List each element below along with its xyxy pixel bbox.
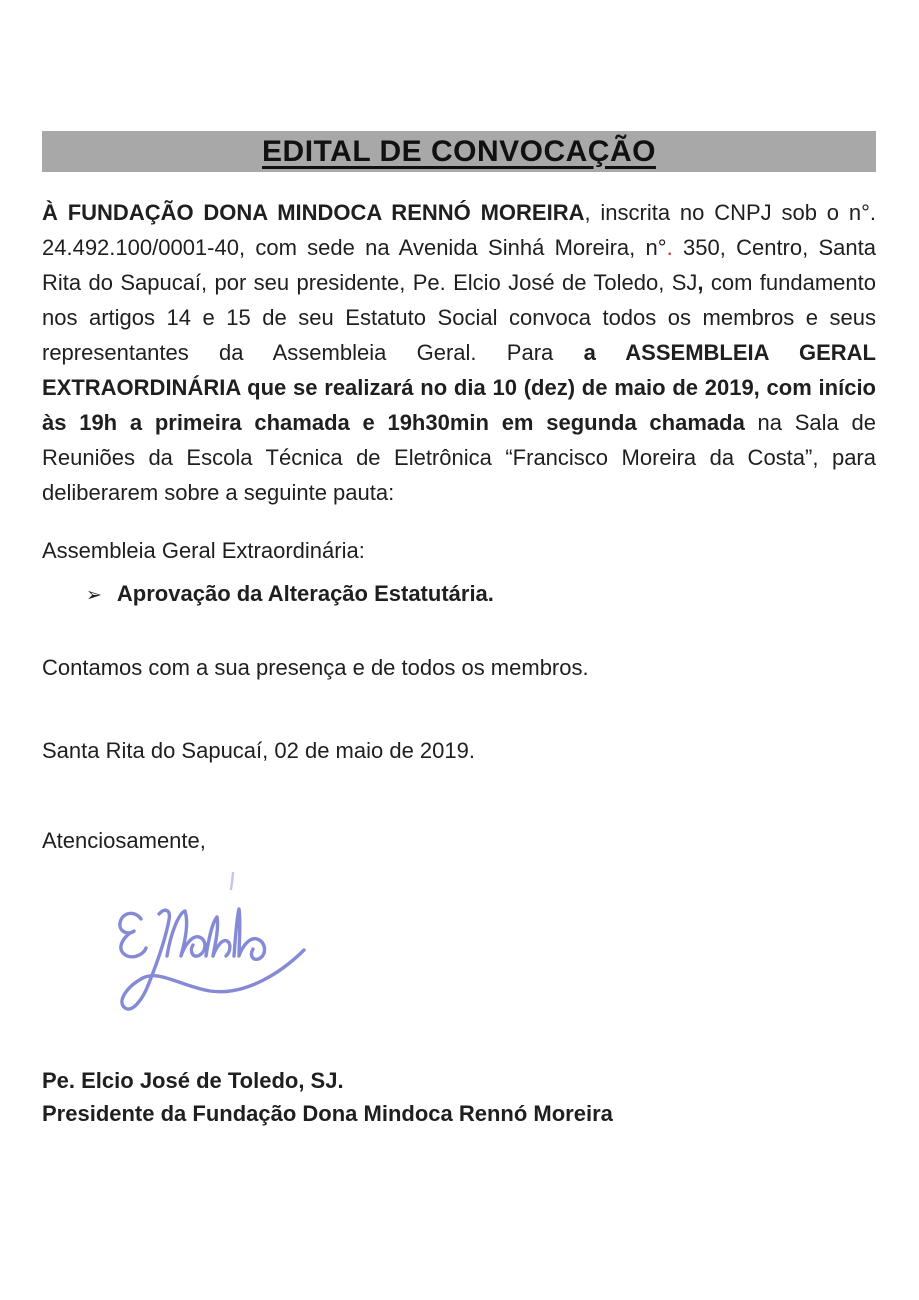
- paragraph-run: .: [666, 235, 673, 260]
- closing-line: Contamos com a sua presença e de todos os membros.: [42, 655, 589, 680]
- paragraph-run: , inscrita no CNPJ sob o n°. 24.492.100/0001-40, com sede na Avenida Sinhá Moreira, n°: [42, 200, 876, 260]
- paragraph-run: ,: [697, 270, 704, 295]
- handwritten-signature: [105, 863, 325, 1018]
- signatory-name: Pe. Elcio José de Toledo, SJ.: [42, 1068, 344, 1093]
- signature-ink-strokes: [105, 863, 325, 1018]
- paragraph-run: 350, Centro, Santa Rita do Sapucaí, por seu presidente, Pe. Elcio José de Toledo, SJ: [42, 235, 876, 295]
- salutation: Atenciosamente,: [42, 828, 206, 853]
- arrow-bullet-icon: ➢: [86, 585, 102, 606]
- title-bar: [42, 131, 876, 172]
- intro-paragraph: [42, 195, 876, 510]
- paragraph-run: À FUNDAÇÃO DONA MINDOCA RENNÓ MOREIRA: [42, 200, 585, 225]
- agenda-bullet-item: [42, 577, 876, 612]
- signatory-title: Presidente da Fundação Dona Mindoca Rennó Moreira: [42, 1101, 613, 1126]
- document-title: EDITAL DE CONVOCAÇÃO: [262, 134, 656, 168]
- agenda-bullet-text: Aprovação da Alteração Estatutária.: [116, 581, 494, 606]
- paragraph-run: com fundamento nos artigos 14 e 15 de seu Estatuto Social convoca todos os membros e seus representantes da Assembleia Geral. Para: [42, 270, 876, 365]
- paragraph-run: a ASSEMBLEIA GERAL EXTRAORDINÁRIA que se realizará no dia 10 (dez) de maio de 2019, com início às 19h a primeira chamada e 19h30min em segunda chamada: [42, 340, 876, 435]
- agenda-heading: Assembleia Geral Extraordinária:: [42, 538, 365, 563]
- paragraph-run: na Sala de Reuniões da Escola Técnica de Eletrônica “Francisco Moreira da Costa”, para deliberarem sobre a seguinte pauta:: [42, 410, 876, 505]
- date-line: Santa Rita do Sapucaí, 02 de maio de 2019.: [42, 738, 475, 763]
- signature-block: [42, 1064, 876, 1130]
